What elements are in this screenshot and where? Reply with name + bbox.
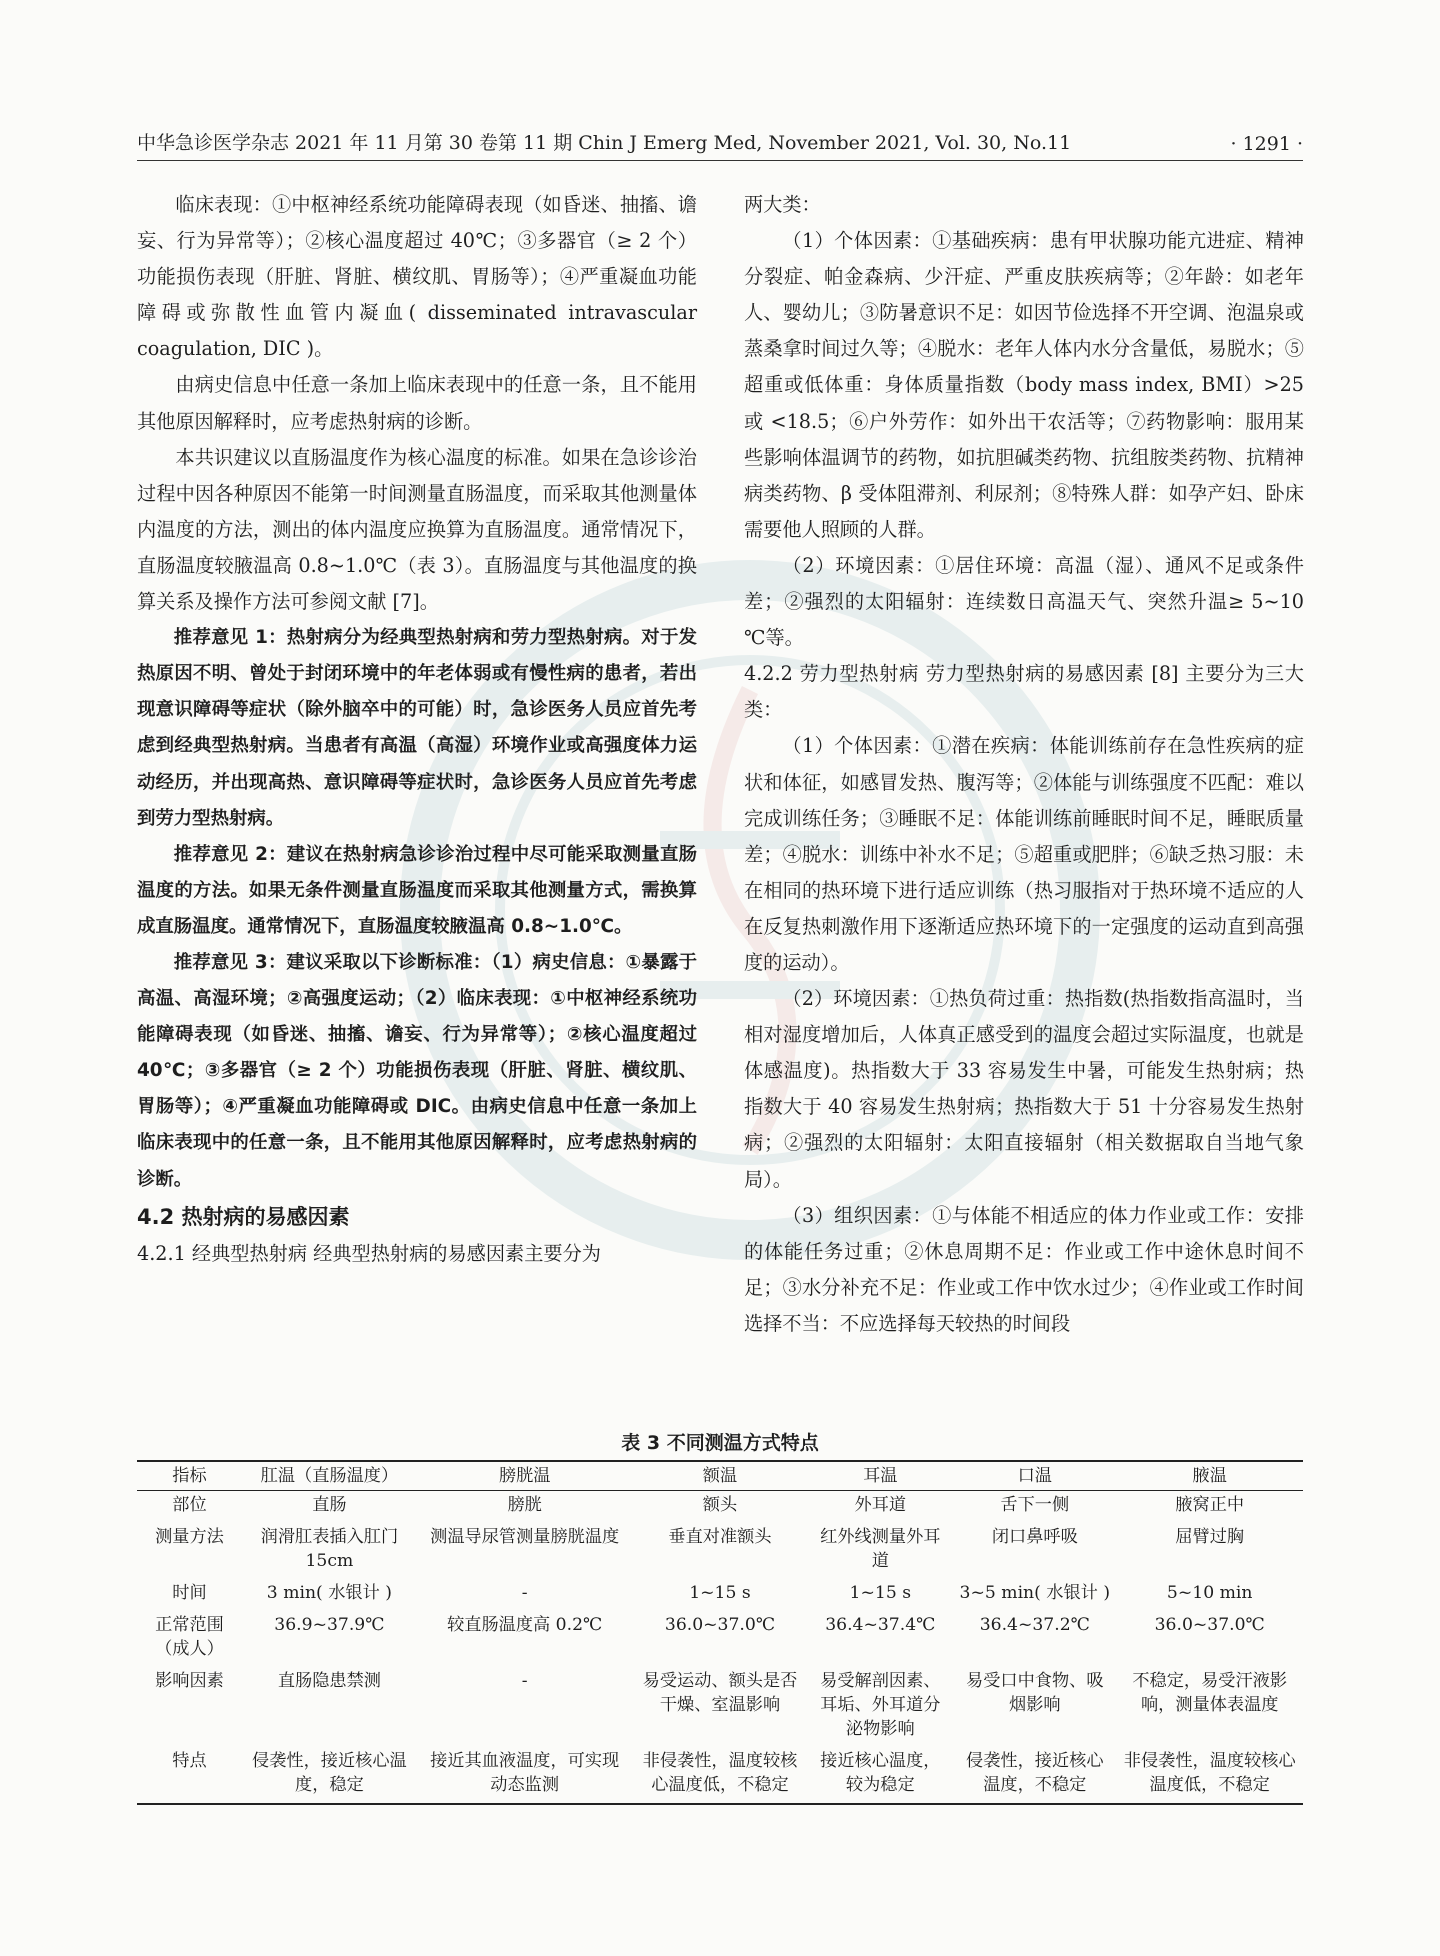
table-cell: 侵袭性，接近核心温度，稳定 — [242, 1747, 417, 1804]
table-cell: 36.9~37.9℃ — [274, 1615, 385, 1635]
paragraph: 由病史信息中任意一条加上临床表现中的任意一条，且不能用其他原因解释时，应考虑热射病的诊断。 — [137, 373, 697, 433]
table-cell: 非侵袭性，温度较核心温度低，不稳定 — [633, 1747, 808, 1804]
subsection-paragraph: 4.2.2 劳力型热射病 劳力型热射病的易感因素 [8] 主要分为三大类： — [744, 662, 1304, 722]
recommendation-paragraph: 推荐意见 1：热射病分为经典型热射病和劳力型热射病。对于发热原因不明、曾处于封闭环境中的年老体弱或有慢性病的患者，若出现意识障碍等症状（除外脑卒中的可能）时，急诊医务人员应首先考虑到经典型热射病。当患者有高温（高湿）环境作业或高强度体力运动经历，并出现高热、意识障碍等症状时，急诊医务人员应首先考虑到劳力型热射病。 — [137, 627, 697, 829]
table-cell: 非侵袭性，温度较核心温度低，不稳定 — [1116, 1747, 1303, 1804]
table-cell: 直肠 — [312, 1495, 347, 1515]
table-row-label: 特点 — [137, 1747, 242, 1804]
paragraph: （2）环境因素：①居住环境：高温（湿）、通风不足或条件差；②强烈的太阳辐射：连续数日高温天气、突然升温≥ 5~10 ℃等。 — [744, 553, 1304, 650]
table-row — [137, 1523, 1303, 1579]
table-cell: 36.4~37.2℃ — [979, 1615, 1090, 1635]
table-row — [137, 1491, 1303, 1524]
table-header-cell: 口温 — [953, 1461, 1116, 1491]
subsection-paragraph: 4.2.1 经典型热射病 经典型热射病的易感因素主要分为 — [137, 1241, 601, 1265]
table-cell: 不稳定，易受汗液影响，测量体表温度 — [1132, 1671, 1288, 1715]
table-cell: 36.0~37.0℃ — [1154, 1615, 1265, 1635]
table-header-cell: 肛温（直肠温度） — [242, 1461, 417, 1491]
table-cell: 润滑肛表插入肛门 15cm — [260, 1527, 399, 1571]
table-cell: 外耳道 — [854, 1495, 907, 1515]
paragraph: （2）环境因素：①热负荷过重：热指数(热指数指高温时，当相对湿度增加后，人体真正感受到的温度会超过实际温度，也就是体感温度)。热指数大于 33 容易发生中暑，可能发生热射病；热指数大于 40 容易发生热射病；热指数大于 51 十分容易发生热射病；②强烈的太阳辐射：太阳直接辐射（相关数据取自当地气象局）。 — [744, 987, 1304, 1191]
paragraph: 两大类： — [744, 193, 821, 216]
paragraph: （3）组织因素：①与体能不相适应的体力作业或工作：安排的体能任务过重；②休息周期不足：作业或工作中途休息时间不足；③水分补充不足：作业或工作中饮水过少；④作业或工作时间选择不当：不应选择每天较热的时间段 — [744, 1203, 1304, 1335]
table-cell: 垂直对准额头 — [668, 1527, 772, 1547]
table-title: 表 3 不同测温方式特点 — [621, 1432, 819, 1454]
table-row-label: 测量方法 — [155, 1527, 224, 1547]
table-row-label: 正常范围（成人） — [155, 1615, 224, 1659]
table-cell: 腋窝正中 — [1175, 1495, 1245, 1515]
table-cell: 接近核心温度，较为稳定 — [807, 1747, 953, 1804]
section-heading: 4.2 热射病的易感因素 — [137, 1204, 350, 1229]
left-column — [137, 187, 697, 1272]
table-cell: - — [521, 1583, 528, 1603]
temperature-table — [137, 1460, 1303, 1805]
table-header-row — [137, 1461, 1303, 1491]
table-cell: 5~10 min — [1166, 1583, 1253, 1603]
paragraph: （1）个体因素：①基础疾病：患有甲状腺功能亢进症、精神分裂症、帕金森病、少汗症、严重皮肤疾病等；②年龄：如老年人、婴幼儿；③防暑意识不足：如因节俭选择不开空调、泡温泉或蒸桑拿时间过久等；④脱水：老年人体内水分含量低，易脱水；⑤超重或低体重：身体质量指数（body mass index, BMI）>25 或 <18.5；⑥户外劳作：如外出干农活等；⑦药物影响：服用某些影响体温调节的药物，如抗胆碱类药物、抗组胺类药物、抗精神病类药物、β 受体阻滞剂、利尿剂；⑧特殊人群：如孕产妇、卧床需要他人照顾的人群。 — [744, 229, 1304, 541]
header-rule — [137, 160, 1303, 161]
running-head — [137, 128, 1303, 155]
table-cell: 接近其血液温度，可实现动态监测 — [417, 1747, 633, 1804]
table-row — [137, 1579, 1303, 1611]
recommendation-paragraph: 推荐意见 2：建议在热射病急诊诊治过程中尽可能采取测量直肠温度的方法。如果无条件测量直肠温度而采取其他测量方式，需换算成直肠温度。通常情况下，直肠温度较腋温高 0.8~1.0℃。 — [137, 843, 697, 937]
table-cell: - — [521, 1671, 528, 1691]
table-cell: 闭口鼻呼吸 — [991, 1527, 1078, 1547]
table-cell: 3 min( 水银计 ) — [266, 1583, 392, 1603]
table-cell: 侵袭性，接近核心温度，不稳定 — [953, 1747, 1116, 1804]
paragraph: （1）个体因素：①潜在疾病：体能训练前存在急性疾病的症状和体征，如感冒发热、腹泻等；②体能与训练强度不匹配：难以完成训练任务；③睡眠不足：体能训练前睡眠时间不足，睡眠质量差；④脱水：训练中补水不足；⑤超重或肥胖；⑥缺乏热习服：未在相同的热环境下进行适应训练（热习服指对于热环境不适应的人在反复热刺激作用下逐渐适应热环境下的一定强度的运动直到高强度的运动）。 — [744, 734, 1304, 974]
table-cell: 36.0~37.0℃ — [664, 1615, 776, 1635]
table-header-cell: 额温 — [633, 1461, 808, 1491]
table-row-label: 时间 — [172, 1583, 207, 1603]
table-cell: 易受运动、额头是否干燥、室温影响 — [642, 1671, 798, 1715]
paragraph: 本共识建议以直肠温度作为核心温度的标准。如果在急诊诊治过程中因各种原因不能第一时间测量直肠温度，而采取其他测量体内温度的方法，测出的体内温度应换算为直肠温度。通常情况下，直肠温度较腋温高 0.8~1.0℃（表 3）。直肠温度与其他温度的换算关系及操作方法可参阅文献 [7]。 — [137, 445, 697, 614]
table-cell: 膀胱 — [507, 1495, 542, 1515]
table-header-cell: 指标 — [137, 1461, 242, 1491]
table-row-label: 影响因素 — [155, 1671, 224, 1691]
table-header-cell: 膀胱温 — [417, 1461, 633, 1491]
table-row-label: 部位 — [172, 1495, 207, 1515]
table-body — [137, 1491, 1303, 1805]
table-cell: 易受解剖因素、耳垢、外耳道分泌物影响 — [820, 1671, 941, 1739]
table-cell: 较直肠温度高 0.2℃ — [447, 1615, 603, 1635]
table-cell: 红外线测量外耳道 — [820, 1527, 941, 1571]
journal-citation: 中华急诊医学杂志 2021 年 11 月第 30 卷第 11 期 Chin J Emerg Med, November 2021, Vol. 30, No.11 — [137, 132, 1072, 154]
table-row — [137, 1611, 1303, 1667]
table-cell: 测温导尿管测量膀胱温度 — [430, 1527, 620, 1547]
table-cell: 易受口中食物、吸烟影响 — [966, 1671, 1104, 1715]
table-header-cell: 耳温 — [807, 1461, 953, 1491]
table-row — [137, 1747, 1303, 1804]
table-row — [137, 1667, 1303, 1747]
table-cell: 屈臂过胸 — [1175, 1527, 1245, 1547]
table-cell: 1~15 s — [849, 1583, 912, 1603]
table-header-cell: 腋温 — [1116, 1461, 1303, 1491]
table-cell: 舌下一侧 — [1000, 1495, 1070, 1515]
recommendation-paragraph: 推荐意见 3：建议采取以下诊断标准：（1）病史信息：①暴露于高温、高湿环境；②高强度运动；（2）临床表现：①中枢神经系统功能障碍表现（如昏迷、抽搐、谵妄、行为异常等）；②核心温度超过 40℃；③多器官（≥ 2 个）功能损伤表现（肝脏、肾脏、横纹肌、胃肠等）；④严重凝血功能障碍或 DIC。由病史信息中任意一条加上临床表现中的任意一条，且不能用其他原因解释时，应考虑热射病的诊断。 — [137, 951, 697, 1190]
table-cell: 额头 — [702, 1495, 738, 1515]
right-column — [744, 187, 1304, 1342]
table-cell: 直肠隐患禁测 — [277, 1671, 381, 1691]
table-cell: 1~15 s — [689, 1583, 751, 1603]
table-cell: 3~5 min( 水银计 ) — [959, 1583, 1111, 1603]
table-cell: 36.4~37.4℃ — [825, 1615, 936, 1635]
paragraph: 临床表现：①中枢神经系统功能障碍表现（如昏迷、抽搐、谵妄、行为异常等）；②核心温度超过 40℃；③多器官（≥ 2 个）功能损伤表现（肝脏、肾脏、横纹肌、胃肠等）；④严重凝血功能障碍或弥散性血管内凝血( disseminated intravascular coagulation, DIC )。 — [137, 193, 697, 361]
page-number: · 1291 · — [1230, 133, 1303, 155]
